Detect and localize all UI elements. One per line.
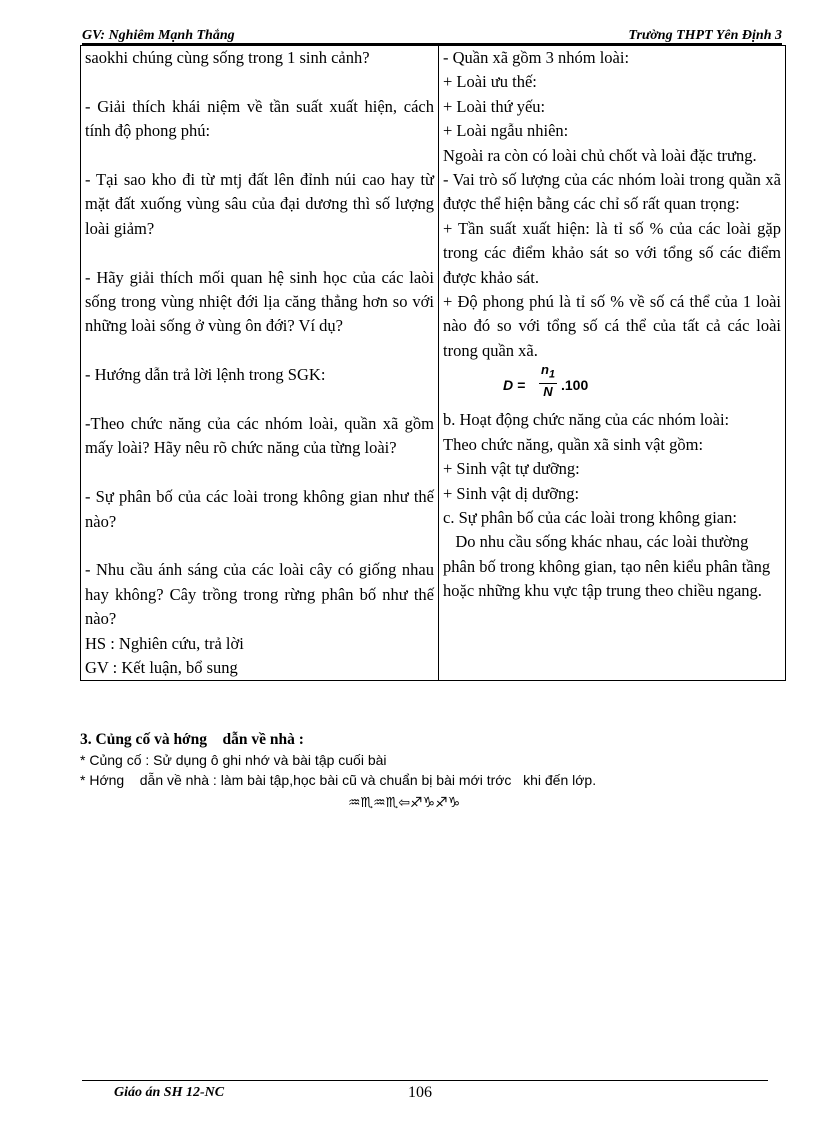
list-item: GV : Kết luận, bổ sung bbox=[85, 658, 238, 678]
list-item: - Giải thích khái niệm về tần suất xuất hiện, cách tính độ phong phú: bbox=[85, 96, 434, 141]
formula-fraction bbox=[538, 363, 558, 399]
header-school: Trường THPT Yên Định 3 bbox=[628, 28, 782, 43]
list-item: Do nhu cầu sống khác nhau, các loài thường phân bố trong không gian, tạo nên kiểu phân tầng hoặc những khu vực tập trung theo chiều ngang. bbox=[443, 532, 775, 601]
list-item: - Hướng dẫn trả lời lệnh trong SGK: bbox=[85, 365, 326, 385]
list-item: HS : Nghiên cứu, trả lời bbox=[85, 633, 244, 653]
abundance-formula bbox=[443, 363, 781, 408]
list-item: * Củng cố : Sử dụng ô ghi nhớ và bài tập cuối bài bbox=[80, 752, 387, 768]
list-item: + Sinh vật dị dưỡng: bbox=[443, 483, 580, 503]
list-item: - Hãy giải thích mối quan hệ sinh học của các laòi sống trong vùng nhiệt đới lịa căng thẳng hơn so với những loài sống ở vùng ôn đới? Ví dụ? bbox=[85, 267, 434, 336]
content-column bbox=[439, 46, 786, 681]
list-item: b. Hoạt động chức năng của các nhóm loài: bbox=[443, 410, 730, 430]
page-number: 106 bbox=[408, 1084, 432, 1101]
footer-title: Giáo án SH 12-NC bbox=[114, 1085, 225, 1100]
table-row bbox=[81, 46, 786, 681]
page-footer bbox=[82, 1080, 768, 1101]
formula-lhs: D = bbox=[503, 377, 526, 394]
decorative-ornament: ♒♏♒♏⇦♐♑♐♑ bbox=[348, 795, 461, 811]
list-item: - Quần xã gồm 3 nhóm loài: bbox=[443, 48, 630, 67]
formula-numerator: n bbox=[541, 362, 549, 378]
page-header bbox=[82, 29, 782, 45]
list-item: Ngoài ra còn có loài chủ chốt và loài đặc trưng. bbox=[443, 145, 757, 165]
list-item: + Loài ngẫu nhiên: bbox=[443, 121, 569, 141]
list-item: + Sinh vật tự dưỡng: bbox=[443, 459, 580, 479]
formula-multiplier: .100 bbox=[561, 377, 589, 394]
teacher-activity-column bbox=[81, 46, 439, 681]
header-teacher: GV: Nghiêm Mạnh Thắng bbox=[82, 28, 235, 43]
list-item: * Hớng dẫn về nhà : làm bài tập,học bài cũ và chuẩn bị bài mới trớc khi đến lớp. bbox=[80, 772, 597, 788]
list-item: - Vai trò số lượng của các nhóm loài trong quần xã được thể hiện bằng các chỉ số rất quan trọng: bbox=[443, 170, 781, 214]
formula-subscript: 1 bbox=[548, 368, 555, 381]
lesson-table bbox=[80, 45, 786, 681]
list-item: + Độ phong phú là tỉ số % về số cá thể của 1 loài nào đó so với tổng số cá thể của tất cả các loài trong quần xã. bbox=[443, 292, 781, 360]
formula-denominator: N bbox=[543, 383, 553, 399]
section-title: 3. Củng cố và hớng dẫn về nhà : bbox=[80, 731, 304, 748]
list-item: + Loài ưu thế: bbox=[443, 72, 537, 92]
list-item: -Theo chức năng của các nhóm loài, quần xã gồm mấy loài? Hãy nêu rõ chức năng của từng loài? bbox=[85, 414, 434, 458]
list-item: saokhi chúng cùng sống trong 1 sinh cảnh? bbox=[85, 48, 370, 67]
list-item: c. Sự phân bố của các loài trong không gian: bbox=[443, 507, 737, 527]
list-item: Theo chức năng, quần xã sinh vật gồm: bbox=[443, 434, 704, 454]
list-item: - Nhu cầu ánh sáng của các loài cây có giống nhau hay không? Cây trồng trong rừng phân bố như thế nào? bbox=[85, 560, 434, 629]
list-item: + Tần suất xuất hiện: là tỉ số % của các loài gặp trong các điểm khảo sát so với tổng số các điểm được khảo sát. bbox=[443, 218, 781, 287]
list-item: - Sự phân bố của các loài trong không gian như thế nào? bbox=[85, 487, 434, 531]
list-item: + Loài thứ yếu: bbox=[443, 96, 546, 116]
section-consolidation bbox=[80, 730, 780, 790]
list-item: - Tại sao kho đi từ mtj đất lên đỉnh núi cao hay từ mặt đất xuống vùng sâu của đại dương thì số lượng loài giảm? bbox=[85, 170, 434, 238]
